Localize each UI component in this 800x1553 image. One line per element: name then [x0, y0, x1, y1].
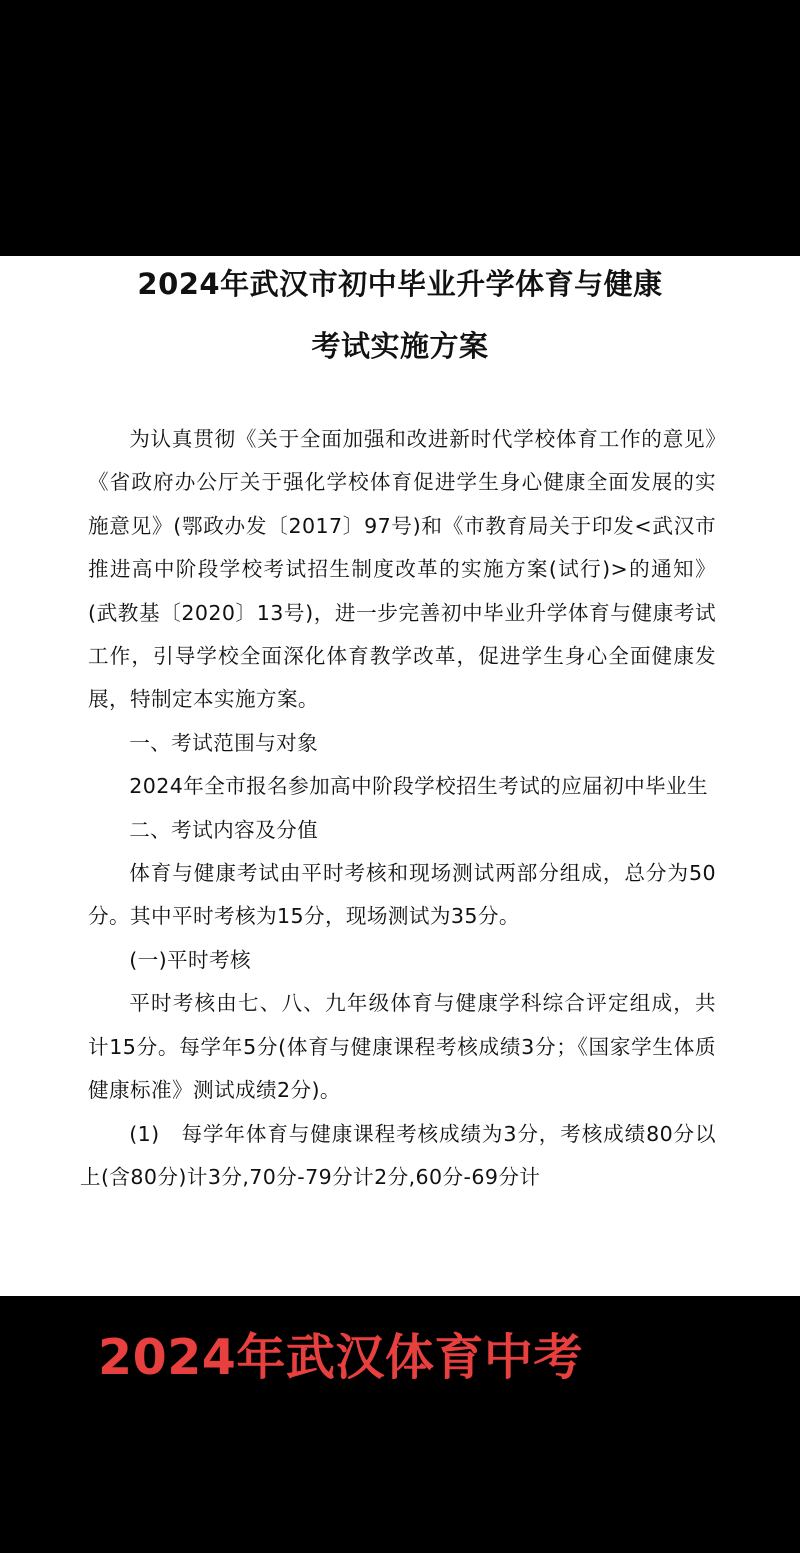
- list-item: (1) 每学年体育与健康课程考核成绩为3分，考核成绩80分以上(含80分)计3分,70分-79分计2分,60分-69分计: [80, 1121, 716, 1189]
- section-heading-content: 二、考试内容及分值: [129, 817, 319, 842]
- regular-assessment-paragraph: 平时考核由七、八、九年级体育与健康学科综合评定组成，共计15分。每学年5分(体育与健康课程考核成绩3分；《国家学生体质健康标准》测试成绩2分)。: [88, 991, 716, 1103]
- overlay-caption: 2024年武汉体育中考: [98, 1329, 583, 1386]
- document-title-line-2: 考试实施方案: [311, 329, 489, 363]
- section-heading-scope: 一、考试范围与对象: [129, 730, 319, 755]
- document-page: [0, 256, 800, 1296]
- bottom-black-band: [0, 1296, 800, 1553]
- intro-paragraph: 为认真贯彻《关于全面加强和改进新时代学校体育工作的意见》《省政府办公厅关于强化学校体育促进学生身心健康全面发展的实施意见》(鄂政办发〔2017〕97号)和《市教育局关于印发<武汉市推进高中阶段学校考试招生制度改革的实施方案(试行)>的通知》(武教基〔2020〕13号)，进一步完善初中毕业升学体育与健康考试工作，引导学校全面深化体育教学改革，促进学生身心全面健康发展，特制定本实施方案。: [88, 427, 716, 712]
- document-title-line-1: 2024年武汉市初中毕业升学体育与健康: [137, 267, 663, 301]
- top-black-band: [0, 0, 800, 256]
- scope-paragraph: 2024年全市报名参加高中阶段学校招生考试的应届初中毕业生: [129, 774, 709, 799]
- document-body: [80, 418, 716, 1199]
- subsection-heading-regular: (一)平时考核: [129, 947, 252, 972]
- content-paragraph: 体育与健康考试由平时考核和现场测试两部分组成，总分为50分。其中平时考核为15分，现场测试为35分。: [88, 861, 716, 929]
